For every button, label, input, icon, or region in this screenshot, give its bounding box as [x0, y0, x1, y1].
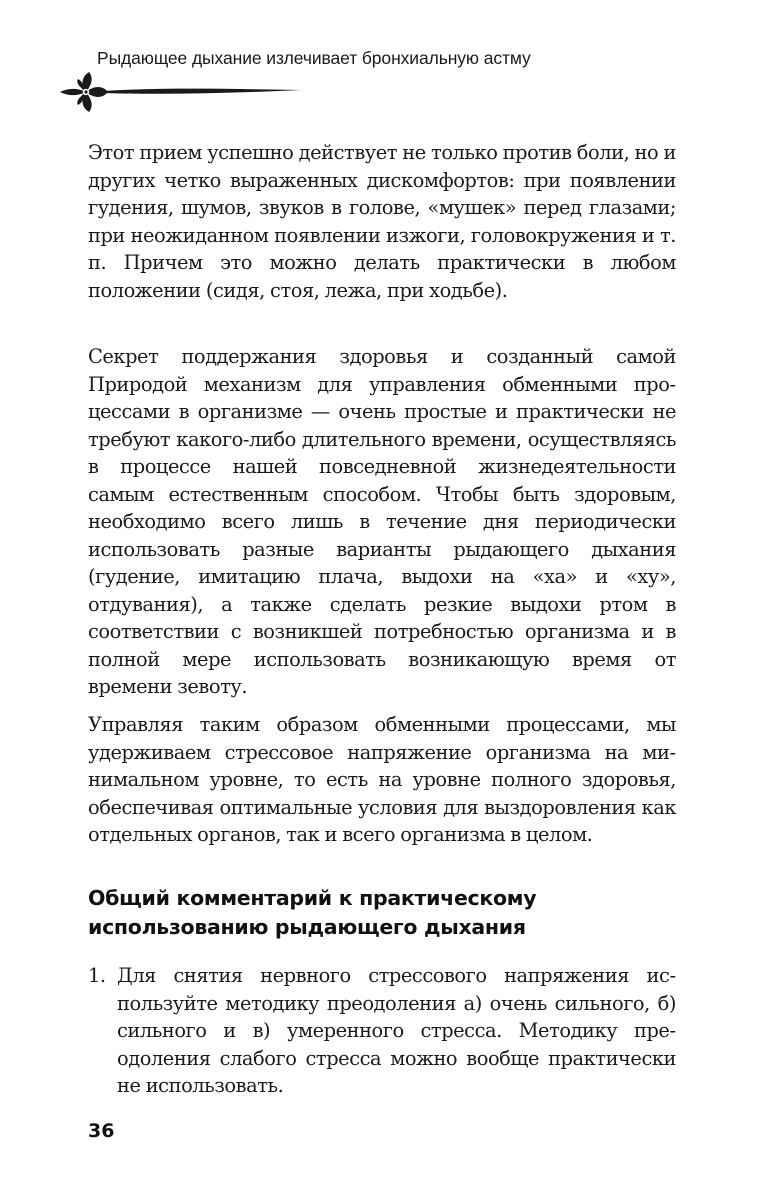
page-number: 36 [88, 1120, 115, 1142]
body-paragraph: Секрет поддержания здоровья и созданный самой Природой механизм для управления обменными процессами в организме — очень простые и практически не требуют какого-либо длительного времени, осуществляясь в процессе нашей повседневной жизнедеятельности самым естественным способом. Чтобы быть здоровым, необходимо всего лишь в течение дня периодически использовать разные варианты рыдающего дыхания (гудение, имитацию плача, выдохи на «ха» и «ху», отдувания), а также сделать резкие выдохи ртом в соответствии с возникшей потребностью организма и в полной мере использовать возникающую время от времени зевоту. [88, 345, 676, 698]
section-heading: Общий комментарий к практическому использованию рыдающего дыхания [88, 886, 537, 939]
body-paragraph: Этот прием успешно действует не только против боли, но и других четко выраженных дискомфортов: при появлении гудения, шумов, звуков в голове, «мушек» перед глазами; при неожиданном появлении изжоги, головокружения и т. п. Причем это можно делать практически в любом положении (сидя, стоя, лежа, при ходьбе). [88, 141, 676, 302]
list-item [88, 962, 676, 1100]
floral-flourish-icon [56, 70, 306, 114]
body-paragraph: Управляя таким образом обменными процессами, мы удерживаем стрессовое напряжение организма на минимальном уровне, то есть на уровне полного здоровья, обеспечивая оптимальные условия для выздоровления как отдельных органов, так и всего организма в целом. [88, 713, 676, 846]
list-item-text: Для снятия нервного стрессового напряжения используйте методику преодоления а) очень сильного, б) сильного и в) умеренного стресса. Методику преодоления слабого стресса можно вообще практически не использовать. [117, 964, 676, 1097]
list-item-number: 1. [88, 964, 106, 987]
running-head-title: Рыдающее дыхание излечивает бронхиальную астму [97, 48, 531, 68]
